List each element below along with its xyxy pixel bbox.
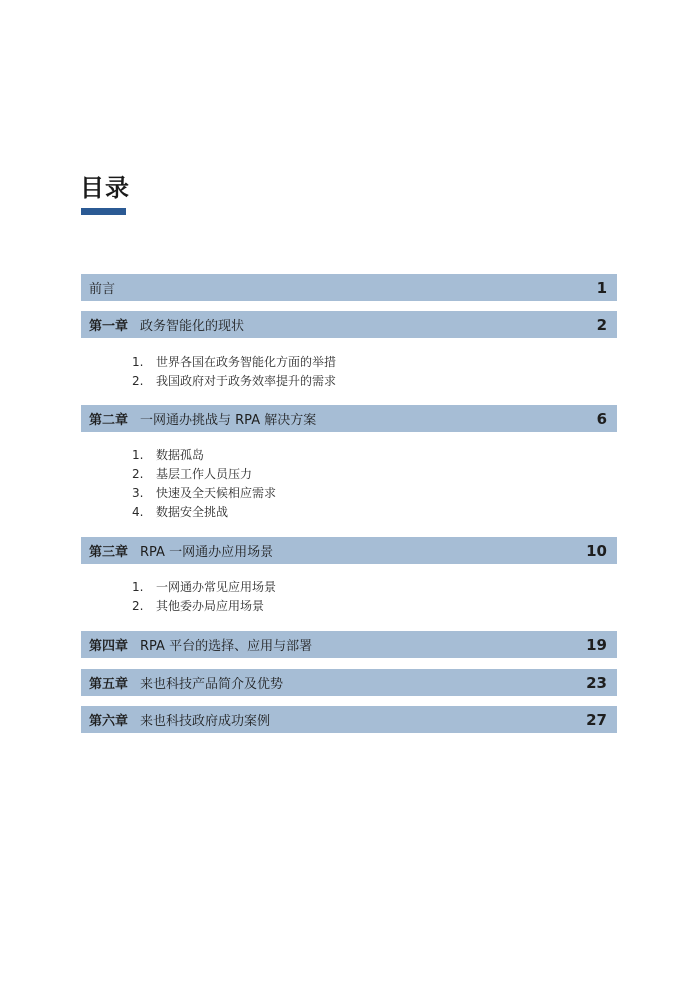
toc-subitem-text: 世界各国在政务智能化方面的举措 (156, 355, 337, 369)
toc-subitem-index: 2. (132, 374, 144, 388)
toc-subitem[interactable] (132, 353, 336, 372)
toc-subitem[interactable] (132, 446, 276, 465)
toc-chapter-number: 第二章 (89, 413, 129, 428)
page-title: 目录 (80, 174, 130, 202)
toc-chapter-number: 第六章 (89, 714, 129, 729)
toc-row-chapter-3[interactable] (81, 537, 617, 564)
toc-subitem[interactable] (132, 372, 336, 391)
toc-row-title: 前言 (89, 282, 116, 297)
toc-subitem-index: 4. (132, 505, 144, 519)
toc-chapter-number: 第四章 (89, 639, 129, 654)
toc-subitem-text: 其他委办局应用场景 (156, 599, 265, 613)
toc-subitem-index: 1. (132, 580, 144, 594)
toc-chapter-number: 第三章 (89, 545, 129, 560)
toc-row-title: RPA 一网通办应用场景 (140, 545, 274, 560)
toc-row-chapter-6[interactable] (81, 706, 617, 733)
toc-sublist-chapter-3 (132, 578, 276, 616)
toc-subitem-text: 我国政府对于政务效率提升的需求 (156, 374, 337, 388)
toc-page-number: 19 (586, 635, 607, 654)
toc-subitem[interactable] (132, 597, 276, 616)
toc-subitem[interactable] (132, 484, 276, 503)
toc-page-number: 23 (586, 673, 607, 692)
toc-row-preface[interactable] (81, 274, 617, 301)
toc-row-title: RPA 平台的选择、应用与部署 (140, 639, 313, 654)
toc-subitem-index: 2. (132, 599, 144, 613)
title-underline (81, 208, 126, 215)
toc-page-number: 1 (596, 278, 607, 297)
toc-subitem[interactable] (132, 503, 276, 522)
toc-sublist-chapter-2 (132, 446, 276, 522)
toc-subitem-text: 数据孤岛 (156, 448, 205, 462)
toc-row-title: 一网通办挑战与 RPA 解决方案 (140, 413, 317, 428)
toc-row-chapter-2[interactable] (81, 405, 617, 432)
toc-page-number: 10 (586, 541, 607, 560)
toc-page-number: 6 (596, 409, 607, 428)
toc-subitem-text: 一网通办常见应用场景 (156, 580, 277, 594)
toc-chapter-number: 第一章 (89, 319, 129, 334)
toc-row-title: 来也科技政府成功案例 (140, 714, 271, 729)
toc-page-number: 2 (596, 315, 607, 334)
toc-chapter-number: 第五章 (89, 677, 129, 692)
toc-row-chapter-1[interactable] (81, 311, 617, 338)
toc-subitem-text: 快速及全天候相应需求 (156, 486, 277, 500)
toc-subitem-index: 2. (132, 467, 144, 481)
toc-sublist-chapter-1 (132, 353, 336, 391)
toc-subitem[interactable] (132, 465, 276, 484)
toc-subitem-index: 1. (132, 448, 144, 462)
toc-row-title: 来也科技产品简介及优势 (140, 677, 284, 692)
toc-row-chapter-5[interactable] (81, 669, 617, 696)
toc-subitem-text: 数据安全挑战 (156, 505, 229, 519)
toc-subitem-text: 基层工作人员压力 (156, 467, 253, 481)
toc-page-number: 27 (586, 710, 607, 729)
toc-row-chapter-4[interactable] (81, 631, 617, 658)
toc-row-title: 政务智能化的现状 (140, 319, 245, 334)
toc-subitem-index: 3. (132, 486, 144, 500)
toc-subitem[interactable] (132, 578, 276, 597)
toc-subitem-index: 1. (132, 355, 144, 369)
